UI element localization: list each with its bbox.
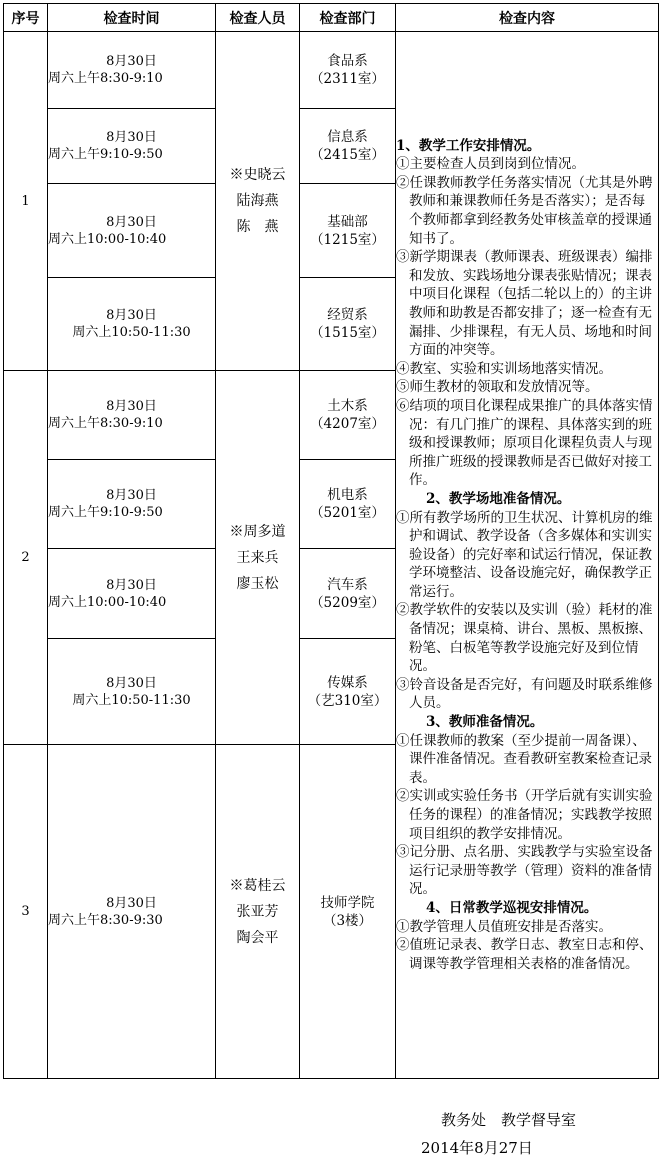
content-heading: 3、教师准备情况。 [426,714,544,731]
time-cell [48,32,216,109]
time-cell [48,745,216,1079]
date-text: 8月30日 [106,54,157,69]
time-text: 周六上午8:30-9:10 [48,71,163,86]
dept-name: 经贸系 [327,307,368,323]
time-text: 周六上10:50-11:30 [72,692,191,708]
header-people: 检查人员 [216,4,300,32]
time-text: 周六上午9:10-9:50 [48,505,163,520]
content-item: ①所有教学场所的卫生状况、计算机房的维护和调试、教学设备（含多媒体和实训实验设备）的完好率和试运行情况，保证教学环境整洁、设备设施完好，确保教学正常运行。 [396,509,653,600]
dept-room: （3楼） [322,912,373,929]
time-cell [48,549,216,639]
time-cell [48,460,216,549]
content-item: ①主要检查人员到岗到位情况。 [396,156,585,173]
table-row [4,32,659,109]
time-cell [48,278,216,371]
issuing-offices: 教务处 教学督导室 [441,1111,577,1129]
inspector: 张亚芳 [236,903,279,920]
content-item: ②任课教师教学任务落实情况（尤其是外聘教师和兼课教师任务是否落实）；是否每个教师都拿到经教务处审核盖章的授课通知书了。 [396,174,653,247]
date-text: 8月30日 [106,130,157,145]
seq-cell: 3 [4,745,48,1079]
time-cell [48,639,216,745]
dept-room: （2311室） [310,71,385,87]
date-text: 8月30日 [106,308,157,323]
header-row [4,4,659,32]
dept-cell [300,460,396,549]
content-item: ②值班记录表、教学日志、教室日志和停、调课等教学管理相关表格的准备情况。 [396,937,653,972]
inspector: 陶会平 [236,929,279,946]
date-text: 8月30日 [106,399,157,414]
dept-cell [300,109,396,184]
time-text: 周六上午8:30-9:30 [48,912,163,928]
date-text: 8月30日 [106,675,157,691]
header-content: 检查内容 [396,4,659,32]
date-text: 8月30日 [106,577,157,593]
dept-room: （1515室） [310,325,385,341]
content-heading: 4、日常教学巡视安排情况。 [426,899,598,916]
content-cell [396,32,659,1079]
inspector: 王来兵 [236,549,279,566]
time-text: 周六上午9:10-9:50 [48,147,163,162]
dept-cell [300,184,396,278]
dept-name: 汽车系 [327,576,368,593]
seq-cell: 2 [4,371,48,745]
inspector-lead: ※葛桂云 [229,877,286,894]
dept-name: 信息系 [327,129,368,145]
dept-cell [300,549,396,639]
date-text: 8月30日 [106,214,157,230]
time-cell [48,109,216,184]
header-dept: 检查部门 [300,4,396,32]
inspector: 廖玉松 [236,575,279,592]
inspector: 陈 燕 [236,219,279,235]
header-seq: 序号 [4,4,48,32]
time-cell [48,184,216,278]
dept-cell [300,278,396,371]
date-text: 8月30日 [106,488,157,503]
dept-cell [300,745,396,1079]
dept-name: 食品系 [327,53,368,69]
dept-cell [300,32,396,109]
inspectors-cell [216,745,300,1079]
inspection-schedule [3,3,658,1077]
header-time: 检查时间 [48,4,216,32]
content-item: ③铃音设备是否完好，有问题及时联系维修人员。 [396,676,653,712]
time-text: 周六上午8:30-9:10 [48,416,163,431]
content-item: ①任课教师的教案（至少提前一周备课）、课件准备情况。查看教研室教案检查记录表。 [396,732,652,786]
content-item: ②实训或实验任务书（开学后就有实训实验任务的课程）的准备情况；实践教学按照项目组织的教学安排情况。 [396,788,653,842]
content-item: ⑤师生教材的领取和发放情况等。 [396,379,599,396]
inspectors-cell [216,371,300,745]
content-heading: 1、教学工作安排情况。 [396,137,541,154]
dept-room: （4207室） [310,416,385,432]
dept-name: 机电系 [327,487,368,503]
seq-cell: 1 [4,32,48,371]
content-item: ④教室、实验和实训场地落实情况。 [396,360,612,377]
dept-room: （艺310室） [307,692,388,709]
inspectors-cell [216,32,300,371]
dept-cell [300,371,396,460]
content-item: ②教学软件的安装以及实训（验）耗材的准备情况；课桌椅、讲台、黑板、黑板擦、粉笔、白板笔等教学设施完好及到位情况。 [396,602,653,675]
dept-cell [300,639,396,745]
dept-room: （5209室） [310,594,385,611]
content-item: ③新学期课表（教师课表、班级课表）编排和发放、实践场地分课表张贴情况；课表中项目化课程（包括二轮以上的）的主讲教师和助教是否都安排了；逐一检查有无漏排、少排课程，有无人员、场地和时间方面的冲突等。 [396,249,653,359]
dept-room: （5201室） [310,505,385,521]
date-text: 8月30日 [106,895,157,911]
schedule-table [3,3,659,1079]
issue-date: 2014年8月27日 [421,1139,533,1157]
dept-room: （1215室） [310,231,385,248]
time-text: 周六上10:50-11:30 [72,325,191,340]
dept-room: （2415室） [310,147,385,163]
time-text: 周六上10:00-10:40 [48,231,167,247]
inspector-lead: ※史晓云 [229,167,286,183]
content-heading: 2、教学场地准备情况。 [426,490,571,507]
content-item: ①教学管理人员值班安排是否落实。 [396,918,612,935]
content-item: ⑥结项的项目化课程成果推广的具体落实情况：有几门推广的课程、具体落实到的班级和授课教师；原项目化课程负责人与现所推广班级的授课教师是否已做好对接工作。 [396,397,653,489]
inspector-lead: ※周多道 [229,523,286,540]
time-cell [48,371,216,460]
dept-name: 土木系 [327,398,368,414]
inspector: 陆海燕 [236,193,279,209]
content-list [396,137,658,974]
dept-name: 技师学院 [320,894,375,911]
content-item: ③记分册、点名册、实践教学与实验室设备运行记录册等教学（管理）资料的准备情况。 [396,844,653,898]
dept-name: 基础部 [327,213,368,230]
time-text: 周六上10:00-10:40 [48,594,167,610]
dept-name: 传媒系 [327,674,368,691]
